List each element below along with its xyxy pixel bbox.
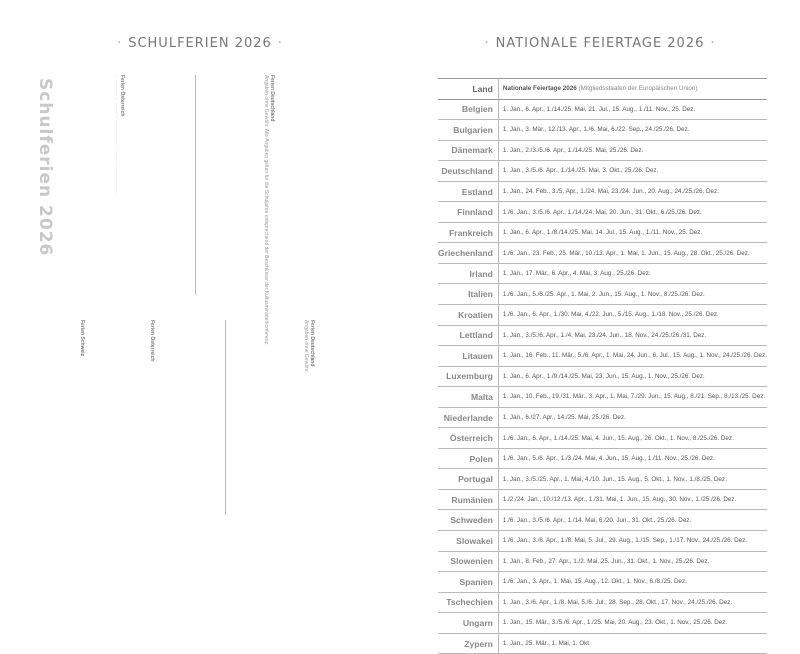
country-cell: Belgien — [438, 99, 498, 120]
country-cell: Niederlande — [438, 407, 498, 428]
lower-ch-lines — [79, 320, 85, 356]
country-cell: Polen — [438, 448, 498, 469]
lower-note: Angaben ohne Gewähr. — [303, 320, 309, 373]
holiday-dates-cell: 1./6. Jan., 5./6./25. Apr., 1. Mai, 2. Jun., 15. Aug., 1. Nov., 8./25./26. Dez. — [498, 284, 767, 305]
holiday-dates-cell: 1. Jan., 10. Feb., 19./31. Mär., 3. Apr., 1. Mai, 7./29. Jun., 15. Aug., 8./21. Sep., 8./13./25. Dez. — [498, 387, 767, 408]
country-cell: Bulgarien — [438, 120, 498, 141]
lower-separator — [225, 320, 226, 515]
country-cell: Estland — [438, 181, 498, 202]
upper-note: Angaben ohne Gewähr. Alle Angaben gelten für die Schuljahre entsprechend der Beschlüsse der Kultusministerkonferenz. — [263, 75, 269, 346]
table-row — [438, 428, 767, 449]
table-row — [438, 222, 767, 243]
holiday-table — [438, 78, 767, 654]
holiday-dates-cell: 1./6. Jan., 5./6. Apr., 1./3./24. Mai, 4. Jun., 15. Aug., 1./11. Nov., 25./26. Dez. — [498, 448, 767, 469]
table-row — [438, 613, 767, 634]
table-row — [438, 592, 767, 613]
holiday-dates-cell: 1. Jan., 3./6. Apr., 1./8. Mai, 5./6. Jul., 28. Sep., 28. Okt., 17. Nov., 24./25./26. Dez. — [498, 592, 767, 613]
vertical-title — [35, 78, 55, 257]
table-row — [438, 325, 767, 346]
lower-de-lines — [303, 320, 315, 373]
holiday-dates-cell: 1. Jan., 6. Apr., 1./8./14./25. Mai, 14. Jul., 15. Aug., 1./11. Nov., 25. Dez. — [498, 222, 767, 243]
country-cell: Österreich — [438, 428, 498, 449]
holiday-dates-cell: 1. Jan., 17. Mär., 6. Apr., 4. Mai, 3. Aug., 25./26. Dez. — [498, 263, 767, 284]
holiday-dates-cell: 1. Jan., 6. Apr., 1./14./25. Mai, 21. Jul., 15. Aug., 1./11. Nov., 25. Dez. — [498, 99, 767, 120]
country-cell: Griechenland — [438, 243, 498, 264]
right-title-text: NATIONALE FEIERTAGE 2026 — [495, 36, 705, 51]
country-cell: Luxemburg — [438, 366, 498, 387]
upper-separator — [195, 75, 196, 295]
table-row — [438, 551, 767, 572]
upper-heading-at: Ferien Österreich — [119, 75, 125, 117]
lower-holiday-block — [75, 320, 365, 520]
header-country: Land — [438, 79, 498, 100]
holiday-dates-cell: 1./6. Jan., 3. Apr., 1. Mai, 15. Aug., 12. Okt., 1. Nov., 6./8./25. Dez. — [498, 572, 767, 593]
holiday-dates-cell: 1. Jan., 3./5./25. Apr., 1. Mai, 4./10. Jun., 15. Aug., 5. Okt., 1. Nov., 1./8./25. Dez. — [498, 469, 767, 490]
left-page — [0, 0, 400, 566]
holiday-dates-cell: 1. Jan., 3. Mär., 12./13. Apr., 1./6. Mai, 6./22. Sep., 24./25./26. Dez. — [498, 120, 767, 141]
holiday-dates-cell: 1. Jan., 25. Mär., 1. Mai, 1. Okt. — [498, 633, 767, 654]
holiday-dates-cell: 1./6. Jan., 3./6. Apr., 1./8. Mai, 5. Jul., 29. Aug., 1./15. Sep., 1./17. Nov., 24./25./26. Dez. — [498, 531, 767, 552]
table-row — [438, 387, 767, 408]
header-title: Nationale Feiertage 2026 — [502, 85, 577, 93]
upper-at-lines — [113, 75, 125, 196]
table-row — [438, 305, 767, 326]
table-row — [438, 448, 767, 469]
table-row — [438, 633, 767, 654]
table-row — [438, 202, 767, 223]
table-row — [438, 572, 767, 593]
title-dot-left: · — [484, 36, 490, 51]
vertical-title-text: Schulferien 2026 — [35, 78, 55, 257]
holiday-rows — [438, 99, 767, 654]
table-row — [438, 407, 767, 428]
country-cell: Portugal — [438, 469, 498, 490]
table-row — [438, 346, 767, 367]
upper-de-lines — [263, 75, 275, 345]
country-cell: Tschechien — [438, 592, 498, 613]
lower-heading-de: Ferien Deutschland — [309, 320, 315, 367]
table-row — [438, 181, 767, 202]
table-row — [438, 531, 767, 552]
holiday-dates-cell: 1. Jan., 3./5./6. Apr., 1./14./25. Mai, 3. Okt., 25./26. Dez. — [498, 161, 767, 182]
table-row — [438, 366, 767, 387]
holiday-dates-cell: 1./6. Jan., 23. Feb., 25. Mär., 10./13. Apr., 1. Mai, 1. Jun., 15. Aug., 28. Okt., 25./26. Dez. — [498, 243, 767, 264]
title-dot-right: · — [277, 36, 283, 51]
table-row — [438, 120, 767, 141]
holiday-dates-cell: 1. Jan., 16. Feb., 11. Mär., 5./6. Apr., 1. Mai, 24. Jun., 6. Jul., 15. Aug., 1. Nov., 24./25./26. Dez. — [498, 346, 767, 367]
lower-heading-ch: Ferien Schweiz — [79, 320, 85, 357]
country-cell: Lettland — [438, 325, 498, 346]
holiday-dates-cell: 1. Jan., 15. Mär., 3./5./6. Apr., 1./25. Mai, 20. Aug., 23. Okt., 1. Nov., 25./26. Dez. — [498, 613, 767, 634]
holiday-dates-cell: 1. Jan., 3./5./6. Apr., 1./4. Mai, 23./24. Jun., 18. Nov., 24./25./26./31. Dez. — [498, 325, 767, 346]
country-cell: Italien — [438, 284, 498, 305]
country-cell: Rumänien — [438, 489, 498, 510]
right-page — [400, 0, 800, 649]
table-row — [438, 99, 767, 120]
holiday-dates-cell: 1./6. Jan., 3./5./6. Apr., 1./14. Mai, 6./20. Jun., 31. Okt., 25./26. Dez. — [498, 510, 767, 531]
country-cell: Kroatien — [438, 305, 498, 326]
table-row — [438, 161, 767, 182]
country-cell: Slowakei — [438, 531, 498, 552]
holiday-dates-cell: 1./6. Jan., 3./5./6. Apr., 1./14./24. Mai, 20. Jun., 31. Okt., 6./25./26. Dez. — [498, 202, 767, 223]
holiday-dates-cell: 1. Jan., 6. Apr., 1./9./14./25. Mai, 23. Jun., 15. Aug., 1. Nov., 25./26. Dez. — [498, 366, 767, 387]
country-cell: Litauen — [438, 346, 498, 367]
country-cell: Slowenien — [438, 551, 498, 572]
left-page-title — [0, 36, 400, 51]
upper-filler-at: ·· ·· ···· ·· ·· ···· ·· ·· ···· ·· ·· ···· ·· ·· ···· ·· ·· ···· ·· ·· ···· — [113, 75, 119, 197]
holiday-dates-cell: 1./6. Jan., 6. Apr., 1./30. Mai, 4./22. Jun., 5./15. Aug., 1./18. Nov., 25./26. Dez. — [498, 305, 767, 326]
lower-heading-at: Ferien Österreich — [149, 320, 155, 362]
title-dot-right: · — [710, 36, 716, 51]
lower-at-lines — [149, 320, 155, 361]
header-subtitle: (Mitgliedsstaaten der Europäischen Union) — [578, 85, 698, 93]
table-header-row — [438, 79, 767, 100]
header-dates — [498, 79, 767, 100]
upper-heading-de: Ferien Deutschland — [269, 75, 275, 122]
right-page-title — [400, 36, 800, 51]
left-title-text: SCHULFERIEN 2026 — [128, 36, 272, 51]
holiday-dates-cell: 1. Jan., 6./27. Apr., 14./25. Mai, 25./26. Dez. — [498, 407, 767, 428]
country-cell: Schweden — [438, 510, 498, 531]
holiday-dates-cell: 1./6. Jan., 6. Apr., 1./14./25. Mai, 4. Jun., 15. Aug., 26. Okt., 1. Nov., 8./25./26. Dez. — [498, 428, 767, 449]
table-row — [438, 510, 767, 531]
country-cell: Frankreich — [438, 222, 498, 243]
table-row — [438, 489, 767, 510]
country-cell: Deutschland — [438, 161, 498, 182]
country-cell: Irland — [438, 263, 498, 284]
table-row — [438, 140, 767, 161]
table-row — [438, 243, 767, 264]
table-row — [438, 284, 767, 305]
country-cell: Malta — [438, 387, 498, 408]
country-cell: Spanien — [438, 572, 498, 593]
table-row — [438, 263, 767, 284]
country-cell: Dänemark — [438, 140, 498, 161]
holiday-dates-cell: 1. Jan., 2./3./5./6. Apr., 1./14./25. Mai, 25./26. Dez. — [498, 140, 767, 161]
table-row — [438, 469, 767, 490]
title-dot-left: · — [117, 36, 123, 51]
holiday-dates-cell: 1./2./24. Jan., 10./12./13. Apr., 1./31. Mai, 1. Jun., 15. Aug., 30. Nov., 1./25./26. Dez. — [498, 489, 767, 510]
country-cell: Finnland — [438, 202, 498, 223]
holiday-dates-cell: 1. Jan., 8. Feb., 27. Apr., 1./2. Mai, 25. Jun., 31. Okt., 1. Nov., 25./26. Dez. — [498, 551, 767, 572]
country-cell: Ungarn — [438, 613, 498, 634]
holiday-dates-cell: 1. Jan., 24. Feb., 3./5. Apr., 1./24. Mai, 23./24. Jun., 20. Aug., 24./25./26. Dez. — [498, 181, 767, 202]
country-cell: Zypern — [438, 633, 498, 654]
